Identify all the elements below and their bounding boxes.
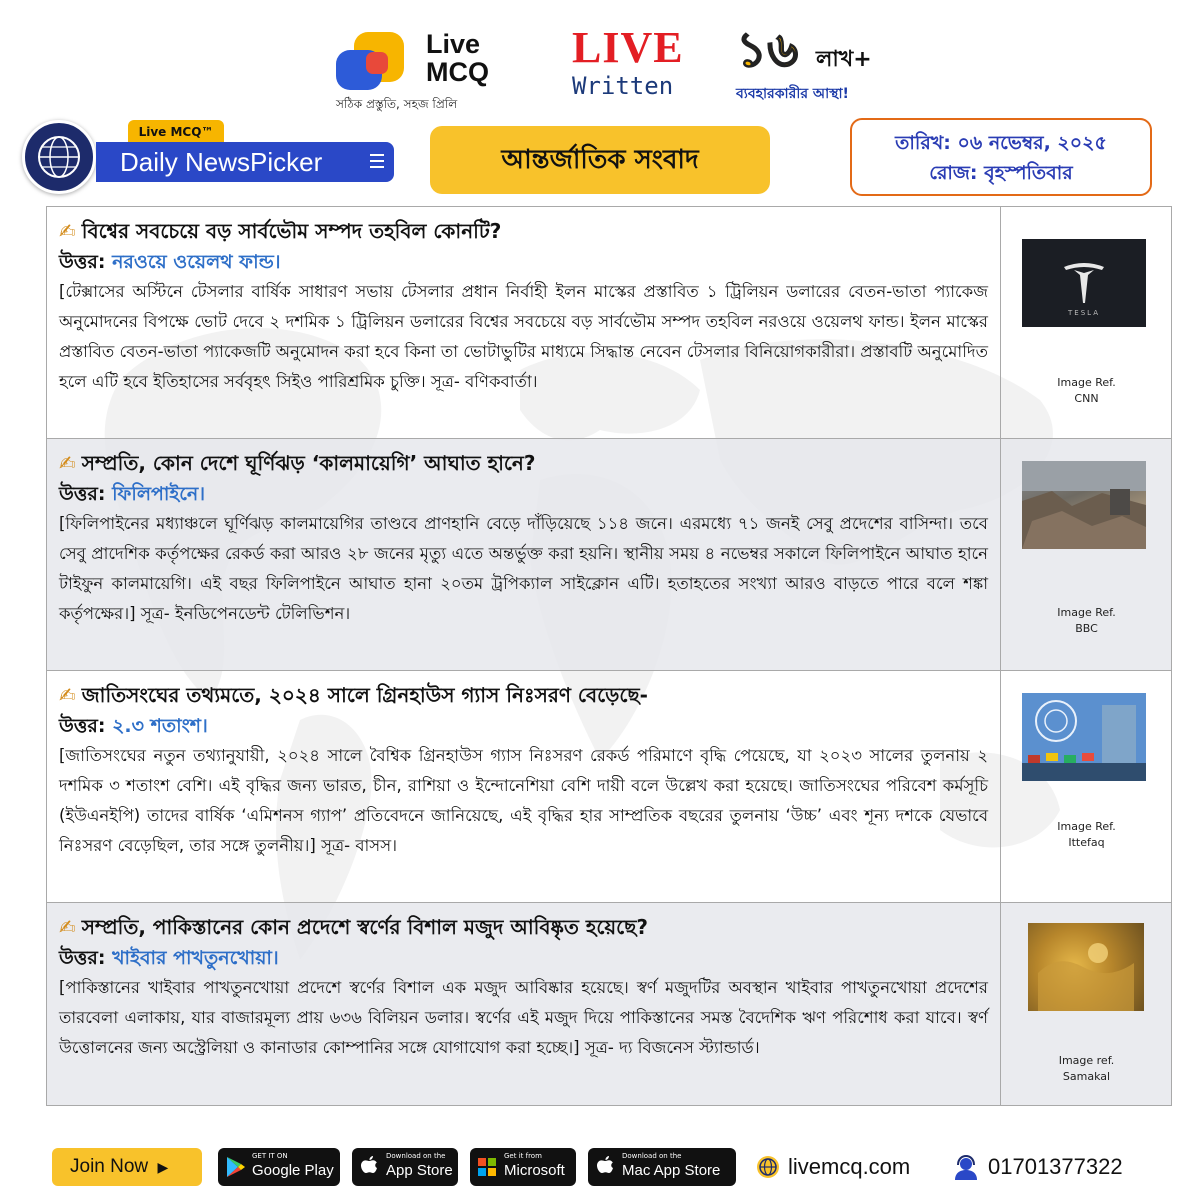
mac-app-store-button[interactable]: Download on the Mac App Store xyxy=(588,1148,736,1186)
news-row xyxy=(47,439,1171,671)
news-question: ✍ সম্প্রতি, পাকিস্তানের কোন প্রদেশে স্বর্ণের বিশাল মজুদ আবিষ্কৃত হয়েছে? xyxy=(59,915,648,939)
globe-icon xyxy=(22,120,96,194)
apple-icon xyxy=(596,1156,614,1178)
written-label: Written xyxy=(572,72,674,100)
play-arrow-icon: ▶ xyxy=(157,1159,169,1175)
newspicker-title: Daily NewsPicker xyxy=(120,147,323,177)
livemcq-logo-icon xyxy=(336,32,410,94)
date-box xyxy=(850,118,1152,196)
news-image-cell xyxy=(1002,439,1171,670)
news-image-cell xyxy=(1002,207,1171,438)
app-store-button[interactable]: Download on the App Store xyxy=(352,1148,458,1186)
news-question: ✍ জাতিসংঘের তথ্যমতে, ২০২৪ সালে গ্রিনহাউস গ্যাস নিঃসরণ বেড়েছে- xyxy=(59,683,648,707)
live-label: LIVE xyxy=(572,23,684,72)
news-answer: উত্তর: নরওয়ে ওয়েলথ ফান্ড। xyxy=(59,251,281,273)
apple-icon xyxy=(360,1156,378,1178)
image-ref: Image Ref. Ittefaq xyxy=(1057,820,1116,849)
news-text-cell xyxy=(47,439,1001,670)
live-written-logo xyxy=(572,23,684,100)
users-suffix: লাখ+ xyxy=(816,47,872,72)
footer xyxy=(0,1148,1200,1188)
users-trust: ব্যবহারকারীর আস্থা! xyxy=(736,86,849,102)
news-image-cell xyxy=(1002,903,1171,1105)
tesla-logo-icon xyxy=(1022,239,1146,327)
image-ref: Image Ref. CNN xyxy=(1057,376,1116,405)
date-line: তারিখ: ০৬ নভেম্বর, ২০২৫ xyxy=(895,132,1107,154)
website-text: livemcq.com xyxy=(788,1154,911,1179)
livemcq-brand xyxy=(336,26,536,110)
users-count: ১৬ xyxy=(736,22,799,78)
news-answer: উত্তর: ফিলিপাইনে। xyxy=(59,483,206,505)
svg-text:TESLA: TESLA xyxy=(1068,309,1100,317)
news-table xyxy=(46,206,1172,1106)
brand-tagline: সঠিক প্রস্তুতি, সহজ প্রিলি xyxy=(336,97,458,111)
news-body: [টেক্সাসের অস্টিনে টেসলার বার্ষিক সাধারণ সভায় টেসলার প্রধান নির্বাহী ইলন মাস্কের প্রস্তাবিত ১ ট্রিলিয়ন ডলারের বেতন-ভাতা প্যাকেজ অনুমোদনের বিপক্ষে ভোট দেবে ২ দশমিক ১ ট্রিলিয়ন ডলারের বিশ্বের সবচেয়ে বড় সার্বভৌম সম্পদ তহবিল নরওয়ে ওয়েলথ ফান্ড। ইলন মাস্কের প্রস্তাবিত বেতন-ভাতা প্যাকেজটি অনুমোদন করা হবে কিনা তা ভোটাভুটির মাধ্যমে সিদ্ধান্ত নেবেন টেসলার বিনিয়োগকারীরা। প্রস্তাবটি অনুমোদিত হলে এটি হবে ইতিহাসের সর্ববৃহৎ সিইও পারিশ্রমিক চুক্তি। সূত্র- বণিকবার্তা। xyxy=(59,282,988,391)
news-text-cell xyxy=(47,207,1001,438)
brand-name: Live MCQ xyxy=(426,29,489,87)
menu-lines-icon xyxy=(370,154,384,172)
news-row xyxy=(47,207,1171,439)
microsoft-icon xyxy=(478,1158,496,1176)
news-body: [জাতিসংঘের নতুন তথ্যানুযায়ী, ২০২৪ সালে বৈশ্বিক গ্রিনহাউস গ্যাস নিঃসরণ রেকর্ড পরিমাণে বৃদ্ধি পেয়েছে, যা ২০২৩ সালের তুলনায় ২ দশমিক ৩ শতাংশ বেশি। এই বৃদ্ধির জন্য ভারত, চীন, রাশিয়া ও ইন্দোনেশিয়া বেশি দায়ী বলে উল্লেখ করা হয়েছে। জাতিসংঘের পরিবেশ কর্মসূচি (ইউএনইপি) তাদের বার্ষিক ‘এমিশনস গ্যাপ’ প্রতিবেদনে জানিয়েছে, এই বৃদ্ধির হার সাম্প্রতিক বছরের তুলনায় ‘উচ্চ’ এবং শূন্য দশকে যেভাবে নিঃসরণ বেড়েছিল, তার সঙ্গে তুলনীয়।] সূত্র- বাসস। xyxy=(59,746,988,855)
google-play-button[interactable]: GET IT ON Google Play xyxy=(218,1148,340,1186)
newspicker-tm: Live MCQ™ xyxy=(128,120,224,144)
news-answer: উত্তর: ২.৩ শতাংশ। xyxy=(59,715,208,737)
phone-contact[interactable] xyxy=(952,1150,1123,1184)
gold-photo-icon xyxy=(1028,923,1144,1011)
writing-hand-icon: ✍ xyxy=(59,451,76,475)
news-body: [ফিলিপাইনের মধ্যাঞ্চলে ঘূর্ণিঝড় কালমায়েগির তাণ্ডবে প্রাণহানি বেড়ে দাঁড়িয়েছে ১১৪ জনে। এরমধ্যে ৭১ জনই সেবু প্রদেশের বাসিন্দা। তবে সেবু প্রাদেশিক কর্তৃপক্ষের রেকর্ড করা আরও ২৮ জনের মৃত্যু এতে অন্তর্ভুক্ত করা হয়নি। স্থানীয় সময় ৪ নভেম্বর সকালে ফিলিপাইনে আঘাত হানে টাইফুন কালমায়েগি। এই বছর ফিলিপাইনে আঘাত হানা ২০তম ট্রপিক্যাল সাইক্লোন এটি। হতাহতের সংখ্যা আরও বাড়তে পারে বলে শঙ্কা কর্তৃপক্ষের।] সূত্র- ইনডিপেনডেন্ট টেলিভিশন। xyxy=(59,514,988,623)
image-ref: Image Ref. BBC xyxy=(1057,606,1116,635)
web-globe-icon xyxy=(756,1155,780,1179)
google-play-icon xyxy=(226,1156,246,1178)
day-line: রোজ: বৃহস্পতিবার xyxy=(929,162,1073,184)
un-flags-photo-icon xyxy=(1022,693,1146,781)
support-agent-icon xyxy=(952,1155,980,1181)
news-image-cell xyxy=(1002,671,1171,902)
news-question: ✍ বিশ্বের সবচেয়ে বড় সার্বভৌম সম্পদ তহবিল কোনটি? xyxy=(59,219,502,243)
news-answer: উত্তর: খাইবার পাখতুনখোয়া। xyxy=(59,947,279,969)
image-ref: Image ref. Samakal xyxy=(1058,1054,1115,1083)
writing-hand-icon: ✍ xyxy=(59,683,76,707)
join-now-button[interactable] xyxy=(52,1148,202,1186)
news-row xyxy=(47,903,1171,1105)
news-question: ✍ সম্প্রতি, কোন দেশে ঘূর্ণিঝড় ‘কালমায়েগি’ আঘাত হানে? xyxy=(59,451,536,475)
users-badge xyxy=(736,24,916,104)
section-title: আন্তর্জাতিক সংবাদ xyxy=(430,126,770,194)
microsoft-store-button[interactable]: Get it from Microsoft xyxy=(470,1148,576,1186)
join-now-label: Join Now xyxy=(70,1156,149,1177)
news-text-cell xyxy=(47,671,1001,902)
phone-number: 01701377322 xyxy=(988,1154,1123,1179)
writing-hand-icon: ✍ xyxy=(59,915,76,939)
storm-damage-photo-icon xyxy=(1022,461,1146,549)
daily-newspicker-logo xyxy=(22,120,382,196)
website-link[interactable] xyxy=(756,1150,910,1184)
newspicker-title-bar xyxy=(96,142,394,182)
news-body: [পাকিস্তানের খাইবার পাখতুনখোয়া প্রদেশে স্বর্ণের বিশাল এক মজুদ আবিষ্কার হয়েছে। স্বর্ণ মজুদটির অবস্থান খাইবার পাখতুনখোয়া প্রদেশের তারবেলা এলাকায়, যার বাজারমূল্য প্রায় ৬৩৬ বিলিয়ন ডলার। স্বর্ণের এই মজুদ দিয়ে পাকিস্তানের সমস্ত বৈদেশিক ঋণ পরিশোধ করা যাবে। স্বর্ণ উত্তোলনের জন্য অস্ট্রেলিয়া ও কানাডার কোম্পানির সঙ্গে যোগাযোগ করা হচ্ছে।] সূত্র- দ্য বিজনেস স্ট্যান্ডার্ড। xyxy=(59,978,988,1057)
news-text-cell xyxy=(47,903,1001,1105)
news-row xyxy=(47,671,1171,903)
writing-hand-icon: ✍ xyxy=(59,219,76,243)
